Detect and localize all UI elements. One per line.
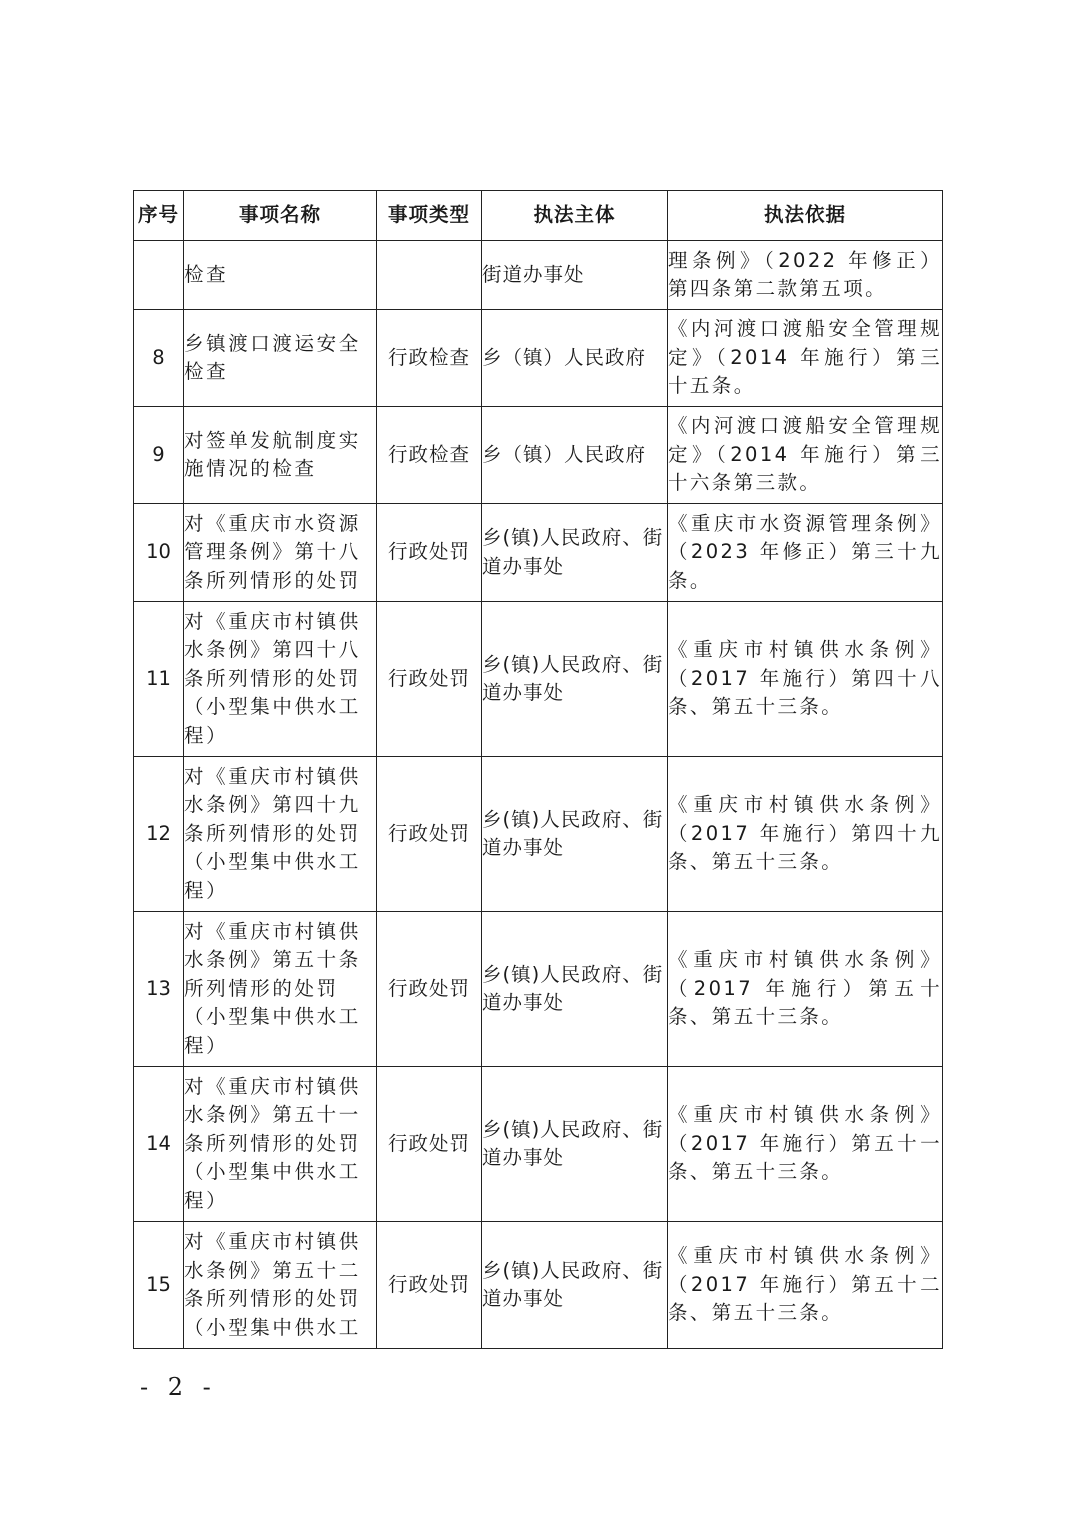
row-enforcement-body: 乡(镇)人民政府、街道办事处 [482,912,668,1067]
row-enforcement-body: 乡(镇)人民政府、街道办事处 [482,602,668,757]
row-item-type: 行政处罚 [377,1067,482,1222]
row-item-type [377,241,482,310]
row-enforcement-body: 乡(镇)人民政府、街道办事处 [482,1222,668,1349]
row-serial: 15 [134,1222,184,1349]
page-number: - 2 - [140,1373,217,1401]
row-enforcement-body: 乡（镇）人民政府 [482,310,668,407]
row-legal-basis: 《重庆市村镇供水条例》（2017 年施行）第四十九条、第五十三条。 [668,757,943,912]
row-item-name: 对《重庆市村镇供水条例》第五十条所列情形的处罚（小型集中供水工程） [184,912,377,1067]
table-row [134,407,943,504]
row-legal-basis: 《重庆市村镇供水条例》（2017 年施行）第四十八条、第五十三条。 [668,602,943,757]
header-legal-basis: 执法依据 [668,191,943,241]
row-item-name: 检查 [184,241,377,310]
row-serial: 8 [134,310,184,407]
row-serial [134,241,184,310]
row-enforcement-body: 乡（镇）人民政府 [482,407,668,504]
row-legal-basis: 《内河渡口渡船安全管理规定》（2014 年施行）第三十六条第三款。 [668,407,943,504]
row-item-name: 乡镇渡口渡运安全检查 [184,310,377,407]
row-serial: 9 [134,407,184,504]
row-legal-basis: 《重庆市水资源管理条例》（2023 年修正）第三十九条。 [668,504,943,602]
row-item-type: 行政处罚 [377,757,482,912]
table-row [134,241,943,310]
table-row [134,504,943,602]
row-item-name: 对《重庆市村镇供水条例》第五十二条所列情形的处罚（小型集中供水工 [184,1222,377,1349]
row-serial: 11 [134,602,184,757]
row-item-name: 对《重庆市村镇供水条例》第四十八条所列情形的处罚（小型集中供水工程） [184,602,377,757]
row-item-type: 行政处罚 [377,504,482,602]
row-enforcement-body: 街道办事处 [482,241,668,310]
row-enforcement-body: 乡(镇)人民政府、街道办事处 [482,1067,668,1222]
row-legal-basis: 《内河渡口渡船安全管理规定》（2014 年施行）第三十五条。 [668,310,943,407]
table-row [134,602,943,757]
table-row [134,912,943,1067]
row-serial: 10 [134,504,184,602]
row-item-type: 行政处罚 [377,912,482,1067]
row-enforcement-body: 乡(镇)人民政府、街道办事处 [482,504,668,602]
row-serial: 13 [134,912,184,1067]
row-item-name: 对《重庆市村镇供水条例》第五十一条所列情形的处罚（小型集中供水工程） [184,1067,377,1222]
header-serial: 序号 [134,191,184,241]
table-header-row [134,191,943,241]
row-serial: 12 [134,757,184,912]
header-item-name: 事项名称 [184,191,377,241]
row-legal-basis: 《重庆市村镇供水条例》（2017 年施行）第五十一条、第五十三条。 [668,1067,943,1222]
row-enforcement-body: 乡(镇)人民政府、街道办事处 [482,757,668,912]
row-item-type: 行政处罚 [377,1222,482,1349]
row-serial: 14 [134,1067,184,1222]
row-item-name: 对签单发航制度实施情况的检查 [184,407,377,504]
table-row [134,1067,943,1222]
row-item-name: 对《重庆市村镇供水条例》第四十九条所列情形的处罚（小型集中供水工程） [184,757,377,912]
row-item-type: 行政处罚 [377,602,482,757]
header-item-type: 事项类型 [377,191,482,241]
row-legal-basis: 《重庆市村镇供水条例》（2017 年施行）第五十二条、第五十三条。 [668,1222,943,1349]
row-item-name: 对《重庆市水资源管理条例》第十八条所列情形的处罚 [184,504,377,602]
row-legal-basis: 理条例》（2022 年修正）第四条第二款第五项。 [668,241,943,310]
row-item-type: 行政检查 [377,407,482,504]
enforcement-items-table [133,190,943,1349]
row-item-type: 行政检查 [377,310,482,407]
header-enforcement-body: 执法主体 [482,191,668,241]
table-row [134,1222,943,1349]
row-legal-basis: 《重庆市村镇供水条例》（2017 年施行）第五十条、第五十三条。 [668,912,943,1067]
table-row [134,310,943,407]
table-row [134,757,943,912]
